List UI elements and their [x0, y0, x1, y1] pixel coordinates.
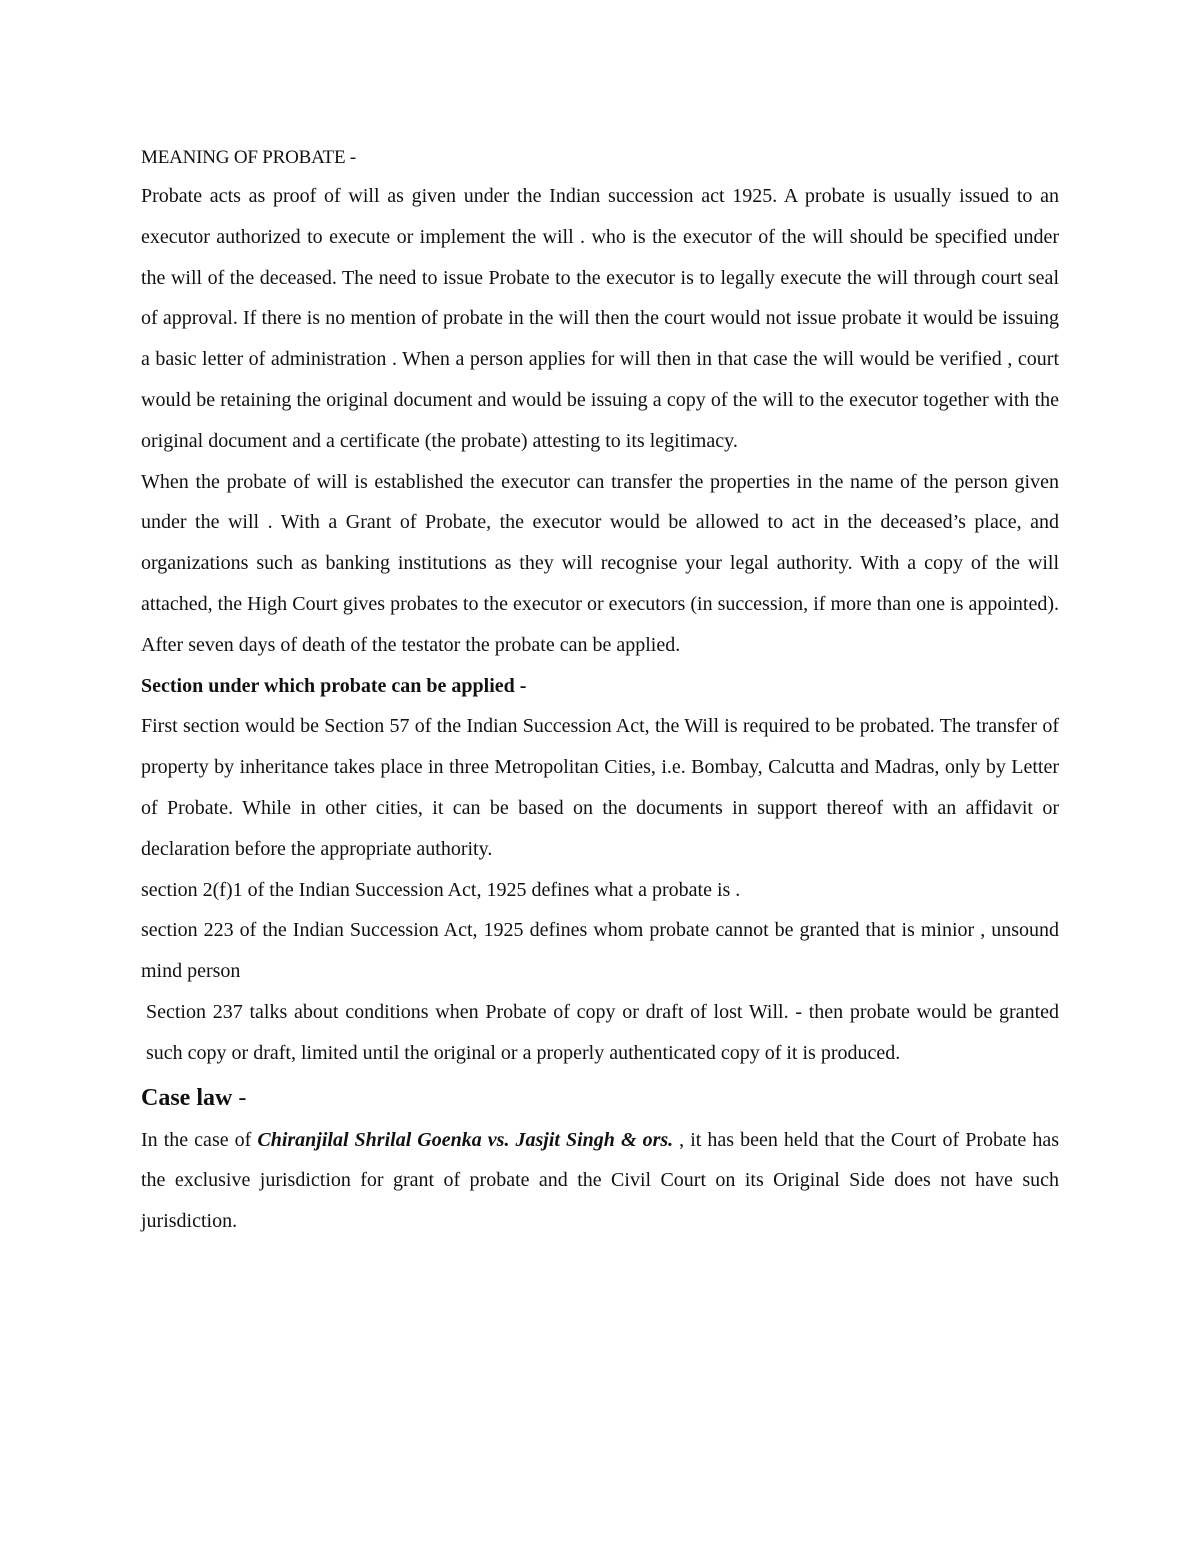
caselaw-intro: In the case of [141, 1128, 258, 1151]
caselaw-rest: , it has been held that the Court of Probate has the exclusive jurisdiction for grant of probate and the Civil Court on its Original Side does not have such jurisdiction. [141, 1128, 1059, 1233]
section-paragraph-1: First section would be Section 57 of the Indian Succession Act, the Will is required to be probated. The transfer of property by inheritance takes place in three Metropolitan Cities, i.e. Bombay, Calcutta and Madras, only by Letter of Probate. While in other cities, it can be based on the documents in support thereof with an affidavit or declaration before the appropriate authority. [141, 715, 1059, 860]
section-paragraph-4: Section 237 talks about conditions when Probate of copy or draft of lost Will. - then probate would be granted such copy or draft, limited until the original or a properly authenticated copy of it is produced. [146, 1000, 1059, 1064]
meaning-paragraph-1: Probate acts as proof of will as given under the Indian succession act 1925. A probate is usually issued to an executor authorized to execute or implement the will . who is the executor of the will should be specified under the will of the deceased. The need to issue Probate to the executor is to legally execute the will through court seal of approval. If there is no mention of probate in the will then the court would not issue probate it would be issuing a basic letter of administration . When a person applies for will then in that case the will would be verified , court would be retaining the original document and would be issuing a copy of the will to the executor together with the original document and a certificate (the probate) attesting to its legitimacy. [141, 185, 1059, 452]
caselaw-heading-label: Case law [141, 1084, 233, 1111]
meaning-paragraph-2: When the probate of will is established the executor can transfer the properties in the name of the person given under the will . With a Grant of Probate, the executor would be allowed to act in the deceased’s place, and organizations such as banking institutions as they will recognise your legal authority. With a copy of the will attached, the High Court gives probates to the executor or executors (in succession, if more than one is appointed). After seven days of death of the testator the probate can be applied. [141, 470, 1059, 656]
document-page [141, 140, 1059, 1242]
section-paragraph-2: section 2(f)1 of the Indian Succession Act, 1925 defines what a probate is . [141, 878, 741, 901]
case-name: Chiranjilal Shrilal Goenka vs. Jasjit Singh & ors. [257, 1128, 674, 1151]
caselaw-heading-suffix: - [232, 1084, 247, 1111]
caselaw-paragraph [141, 1120, 1059, 1242]
section-paragraph-3: section 223 of the Indian Succession Act, 1925 defines whom probate cannot be granted that is minior , unsound mind person [141, 919, 1059, 983]
caselaw-heading [141, 1076, 1059, 1120]
section-heading: Section under which probate can be applied - [141, 674, 527, 697]
meaning-heading: MEANING OF PROBATE - [141, 147, 357, 168]
